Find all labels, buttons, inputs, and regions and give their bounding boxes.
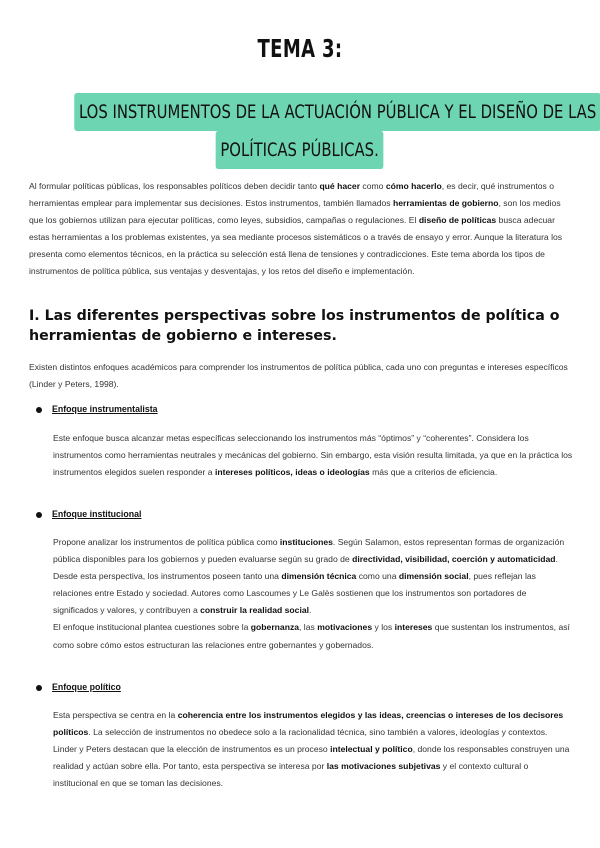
bullet-label: Enfoque político (52, 682, 121, 692)
bullet-institucional-body (53, 534, 573, 654)
bullet-dot (36, 685, 42, 691)
text-run: , son los medios que los gobiernos utilizan para ejecutar políticas, como leyes, subsidios, campañas o regulaciones. El (29, 198, 561, 226)
text-run: Esta perspectiva se centra en la (53, 710, 178, 720)
text-run: . (309, 605, 312, 616)
bullet-instrumentalista-body (53, 430, 573, 481)
section-intro: Existen distintos enfoques académicos para comprender los instrumentos de política pública, cada uno con preguntas e intereses específicos (Linder y Peters, 1998). (29, 362, 568, 390)
bullet-instrumentalista (36, 404, 576, 414)
paragraph (53, 534, 573, 568)
bullet-politico-body (53, 707, 573, 792)
bold-text: intereses (394, 622, 433, 633)
bullet-institucional (36, 509, 576, 519)
subtitle-line-2: POLÍTICAS PÚBLICAS. (216, 131, 384, 169)
text-run: , donde los responsables construyen una realidad y actúan sobre ella. Por tanto, esta perspectiva se interesa por (53, 744, 570, 772)
text-run: y los (372, 622, 395, 633)
text-run: . (555, 554, 558, 565)
text-run: Propone analizar los instrumentos de política pública como (53, 537, 280, 547)
bold-text: herramientas de gobierno (392, 198, 499, 209)
bullet-dot (36, 407, 42, 413)
paragraph (53, 430, 573, 481)
text-run: más que a criterios de eficiencia. (369, 467, 498, 478)
bold-text: directividad, visibilidad, coerción y automaticidad (352, 554, 556, 565)
bold-text: cómo hacerlo (385, 181, 442, 191)
bold-text: qué hacer (319, 181, 361, 191)
bold-text: intelectual y político (330, 744, 413, 755)
text-run: y el contexto cultural o institucional en que se toman las decisiones. (53, 761, 529, 789)
paragraph (53, 568, 573, 619)
bullet-label: Enfoque institucional (52, 509, 142, 519)
text-run: . Según Salamon, estos representan formas de organización pública disponibles para los gobiernos y pueden evaluarse según su grado de (53, 537, 565, 565)
bold-text: instituciones (279, 537, 333, 547)
bold-text: dimensión social (398, 571, 469, 582)
text-run: , es decir, qué instrumentos o herramientas emplear para implementar sus decisiones. Estos instrumentos, también llamados (29, 181, 554, 209)
text-run: , las (299, 622, 318, 633)
paragraph (53, 619, 573, 653)
text-run: Este enfoque busca alcanzar metas específicas seleccionando los instrumentos más “óptimos” y “coherentes”. Considera los instrumentos como herramientas neutrales y mecánicas del gobierno. Sin embargo, esta visión resulta limitada, ya que en la práctica los instrumentos elegidos suelen responder a (53, 433, 573, 478)
bold-text: las motivaciones subjetivas (326, 761, 441, 772)
bullet-dot (36, 512, 42, 518)
page-subtitle (0, 93, 600, 169)
text-run: , pues reflejan las relaciones entre Estado y sociedad. Autores como Lascoumes y Le Galès sostienen que los instrumentos son portadores de significados y valores, y contribuyen a (53, 571, 536, 616)
text-run: Linder y Peters destacan que la elección de instrumentos es un proceso (53, 744, 331, 755)
text-run: El enfoque institucional plantea cuestiones sobre la (53, 622, 251, 633)
intro-paragraph (29, 178, 574, 281)
bold-text: coherencia entre los instrumentos elegidos y las ideas, creencias o intereses de los decisores políticos (53, 710, 564, 738)
paragraph (53, 707, 573, 741)
bullet-label: Enfoque instrumentalista (52, 404, 158, 414)
bold-text: motivaciones (317, 622, 373, 633)
subtitle-line-1: LOS INSTRUMENTOS DE LA ACTUACIÓN PÚBLICA Y EL DISEÑO DE LAS (74, 93, 600, 131)
bullet-politico (36, 682, 576, 692)
section-heading: I. Las diferentes perspectivas sobre los instrumentos de política o herramientas de gobierno e intereses. (29, 308, 560, 344)
bold-text: gobernanza (250, 622, 300, 633)
bold-text: diseño de políticas (418, 215, 497, 226)
text-run: que sustentan los instrumentos, así como sobre cómo estos estructuran las relaciones entre gobernantes y gobernados. (53, 622, 570, 650)
text-run: Desde esta perspectiva, los instrumentos poseen tanto una (53, 571, 282, 582)
text-run: como una (356, 571, 399, 582)
text-run: busca adecuar estas herramientas a los problemas existentes, ya sea mediante procesos sistemáticos o a través de ensayo y error. Aunque la literatura los presenta como elementos técnicos, en la práctica su selección está llena de tensiones y contradicciones. Este tema aborda los tipos de instrumentos de política pública, sus ventajas y desventajas, y los retos del diseño e implementación. (29, 215, 563, 277)
text-run: . La selección de instrumentos no obedece solo a la racionalidad técnica, sino también a valores, ideologías y contextos. (88, 727, 548, 738)
text-run: Al formular políticas públicas, los responsables políticos deben decidir tanto (29, 181, 320, 191)
bold-text: intereses políticos, ideas o ideologías (214, 467, 370, 478)
paragraph (53, 741, 573, 792)
text-run: como (360, 181, 386, 191)
page-title: TEMA 3: (257, 34, 343, 63)
bold-text: construir la realidad social (200, 605, 310, 616)
bold-text: dimensión técnica (281, 571, 357, 582)
